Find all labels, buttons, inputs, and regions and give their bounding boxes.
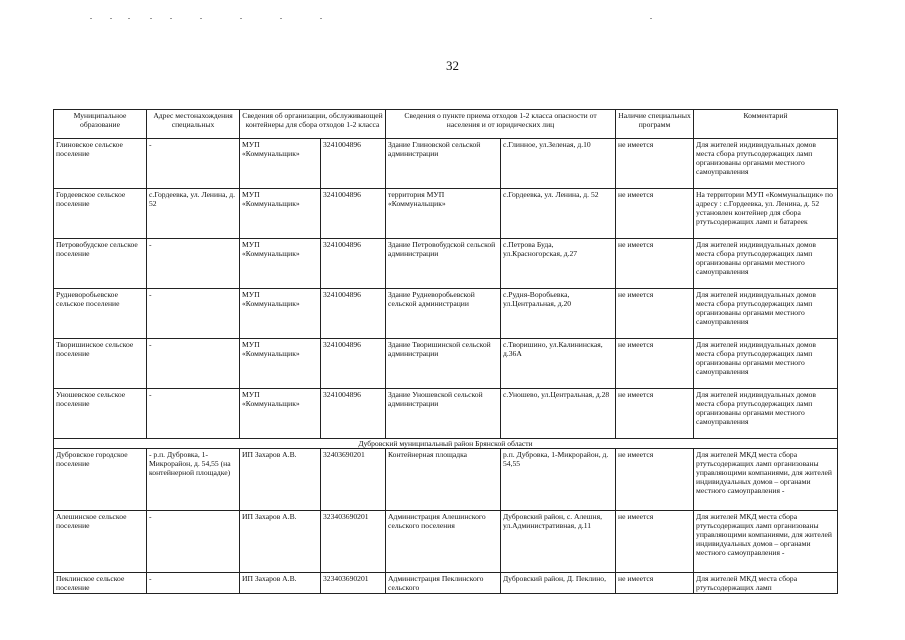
cell-organization: ИП Захаров А.В. bbox=[240, 511, 321, 573]
cell-special-programs: не имеется bbox=[616, 139, 694, 189]
table-row bbox=[54, 239, 838, 289]
header-address: Адрес местонахождения специальных bbox=[147, 110, 240, 139]
cell-municipality: Пеклинское сельское поселение bbox=[54, 573, 147, 594]
cell-comment: Для жителей индивидуальных домов места сбора ртутьсодержащих ламп организованы органами местного самоуправления bbox=[694, 389, 838, 439]
cell-organization: МУП «Коммунальщик» bbox=[240, 189, 321, 239]
table-body-section-2 bbox=[54, 449, 838, 594]
cell-point-name: Администрация Пеклинского сельского bbox=[386, 573, 501, 594]
cell-point-name: территория МУП «Коммунальщик» bbox=[386, 189, 501, 239]
cell-comment: На территории МУП «Коммунальщик» по адресу : с.Гордеевка, ул. Ленина, д. 52 установлен контейнер для сбора ртутьсодержащих ламп и батареек bbox=[694, 189, 838, 239]
cell-address: с.Гордеевка, ул. Ленина, д. 52 bbox=[147, 189, 240, 239]
cell-address: - bbox=[147, 573, 240, 594]
cell-inn: 323403690201 bbox=[321, 511, 386, 573]
cell-inn: 3241004896 bbox=[321, 389, 386, 439]
cell-address: - bbox=[147, 139, 240, 189]
table-body-section-1 bbox=[54, 139, 838, 439]
cell-address: - bbox=[147, 389, 240, 439]
cell-comment: Для жителей индивидуальных домов места сбора ртутьсодержащих ламп организованы органами местного самоуправления bbox=[694, 139, 838, 189]
table-row bbox=[54, 189, 838, 239]
cell-point-name: Администрация Алешинского сельского поселения bbox=[386, 511, 501, 573]
cell-municipality: Алешинское сельское поселение bbox=[54, 511, 147, 573]
cell-inn: 323403690201 bbox=[321, 573, 386, 594]
cell-organization: МУП «Коммунальщик» bbox=[240, 139, 321, 189]
table-row bbox=[54, 573, 838, 594]
cell-point-address: Дубровский район, с. Алешня, ул.Административная, д.11 bbox=[501, 511, 616, 573]
cell-point-name: Здание Уношевской сельской администрации bbox=[386, 389, 501, 439]
region-title: Дубровский муниципальный район Брянской области bbox=[54, 439, 838, 449]
waste-collection-table-container bbox=[53, 109, 837, 594]
cell-municipality: Уношевское сельское поселение bbox=[54, 389, 147, 439]
cell-municipality: Петровобудское сельское поселение bbox=[54, 239, 147, 289]
header-collection-point: Сведения о пункте приема отходов 1-2 класса опасности от населения и от юридических лиц bbox=[386, 110, 616, 139]
waste-collection-table bbox=[53, 109, 838, 594]
cell-point-name: Контейнерная площадка bbox=[386, 449, 501, 511]
cell-point-name: Здание Творишинской сельской администрации bbox=[386, 339, 501, 389]
cell-special-programs: не имеется bbox=[616, 389, 694, 439]
table-row bbox=[54, 339, 838, 389]
header-comment: Комментарий bbox=[694, 110, 838, 139]
cell-special-programs: не имеется bbox=[616, 239, 694, 289]
cell-inn: 3241004896 bbox=[321, 289, 386, 339]
cell-point-address: с.Глинное, ул.Зеленая, д.10 bbox=[501, 139, 616, 189]
table-row bbox=[54, 289, 838, 339]
cell-comment: Для жителей МКД места сбора ртутьсодержащих ламп организованы управляющими компаниями, для жителей индивидуальных домов – органами местного самоуправления - bbox=[694, 449, 838, 511]
cell-inn: 3241004896 bbox=[321, 339, 386, 389]
cell-address: - bbox=[147, 289, 240, 339]
cell-special-programs: не имеется bbox=[616, 573, 694, 594]
cell-point-name: Здание Петровобудской сельской администрации bbox=[386, 239, 501, 289]
cell-comment: Для жителей индивидуальных домов места сбора ртутьсодержащих ламп организованы органами местного самоуправления bbox=[694, 239, 838, 289]
cell-municipality: Гордеевское сельское поселение bbox=[54, 189, 147, 239]
cell-point-address: Дубровский район, Д. Пеклино, bbox=[501, 573, 616, 594]
region-row bbox=[54, 439, 838, 449]
page-number: 32 bbox=[446, 58, 459, 73]
cell-municipality: Рудневоробьевское сельское поселение bbox=[54, 289, 147, 339]
cell-special-programs: не имеется bbox=[616, 511, 694, 573]
cell-address: - bbox=[147, 511, 240, 573]
header-organization: Сведения об организации, обслуживающей контейнеры для сбора отходов 1-2 класса bbox=[240, 110, 386, 139]
cell-comment: Для жителей индивидуальных домов места сбора ртутьсодержащих ламп организованы органами местного самоуправления bbox=[694, 339, 838, 389]
cell-organization: МУП «Коммунальщик» bbox=[240, 289, 321, 339]
cell-municipality: Глиновское сельское поселение bbox=[54, 139, 147, 189]
cell-special-programs: не имеется bbox=[616, 189, 694, 239]
cell-organization: МУП «Коммунальщик» bbox=[240, 239, 321, 289]
cell-inn: 3241004896 bbox=[321, 139, 386, 189]
cell-address: - р.п. Дубровка, 1-Микрорайон, д. 54,55 (на контейнерной площадке) bbox=[147, 449, 240, 511]
cell-municipality: Творишинское сельское поселение bbox=[54, 339, 147, 389]
cell-point-address: р.п. Дубровка, 1-Микрорайон, д. 54,55 bbox=[501, 449, 616, 511]
table-row bbox=[54, 139, 838, 189]
cell-comment: Для жителей индивидуальных домов места сбора ртутьсодержащих ламп организованы органами местного самоуправления bbox=[694, 289, 838, 339]
cell-point-address: с.Уношево, ул.Центральная, д.28 bbox=[501, 389, 616, 439]
cell-organization: ИП Захаров А.В. bbox=[240, 449, 321, 511]
cell-inn: 3241004896 bbox=[321, 239, 386, 289]
cell-organization: МУП «Коммунальщик» bbox=[240, 339, 321, 389]
cell-inn: 3241004896 bbox=[321, 189, 386, 239]
cell-address: - bbox=[147, 239, 240, 289]
cell-address: - bbox=[147, 339, 240, 389]
table-row bbox=[54, 389, 838, 439]
cell-inn: 32403690201 bbox=[321, 449, 386, 511]
cell-point-address: с.Рудня-Воробьевка, ул.Центральная, д.20 bbox=[501, 289, 616, 339]
cell-point-address: с.Петрова Буда, ул.Красногорская, д.27 bbox=[501, 239, 616, 289]
cell-special-programs: не имеется bbox=[616, 339, 694, 389]
cell-special-programs: не имеется bbox=[616, 449, 694, 511]
cell-point-address: с.Гордеевка, ул. Ленина, д. 52 bbox=[501, 189, 616, 239]
header-special-programs: Наличие специальных программ bbox=[616, 110, 694, 139]
cell-special-programs: не имеется bbox=[616, 289, 694, 339]
cell-point-address: с.Творишино, ул.Калининская, д.36А bbox=[501, 339, 616, 389]
header-municipality: Муниципальное образование bbox=[54, 110, 147, 139]
scan-artifacts bbox=[90, 18, 690, 20]
cell-municipality: Дубровское городское поселение bbox=[54, 449, 147, 511]
table-row bbox=[54, 449, 838, 511]
table-row bbox=[54, 511, 838, 573]
cell-organization: ИП Захаров А.В. bbox=[240, 573, 321, 594]
cell-point-name: Здание Рудневоробьевской сельской администрации bbox=[386, 289, 501, 339]
cell-organization: МУП «Коммунальщик» bbox=[240, 389, 321, 439]
cell-point-name: Здание Глиновской сельской администрации bbox=[386, 139, 501, 189]
table-body-region bbox=[54, 439, 838, 449]
cell-comment: Для жителей МКД места сбора ртутьсодержащих ламп организованы управляющими компаниями, для жителей индивидуальных домов – органами местного самоуправления - bbox=[694, 511, 838, 573]
header-row bbox=[54, 110, 838, 139]
cell-comment: Для жителей МКД места сбора ртутьсодержащих ламп bbox=[694, 573, 838, 594]
